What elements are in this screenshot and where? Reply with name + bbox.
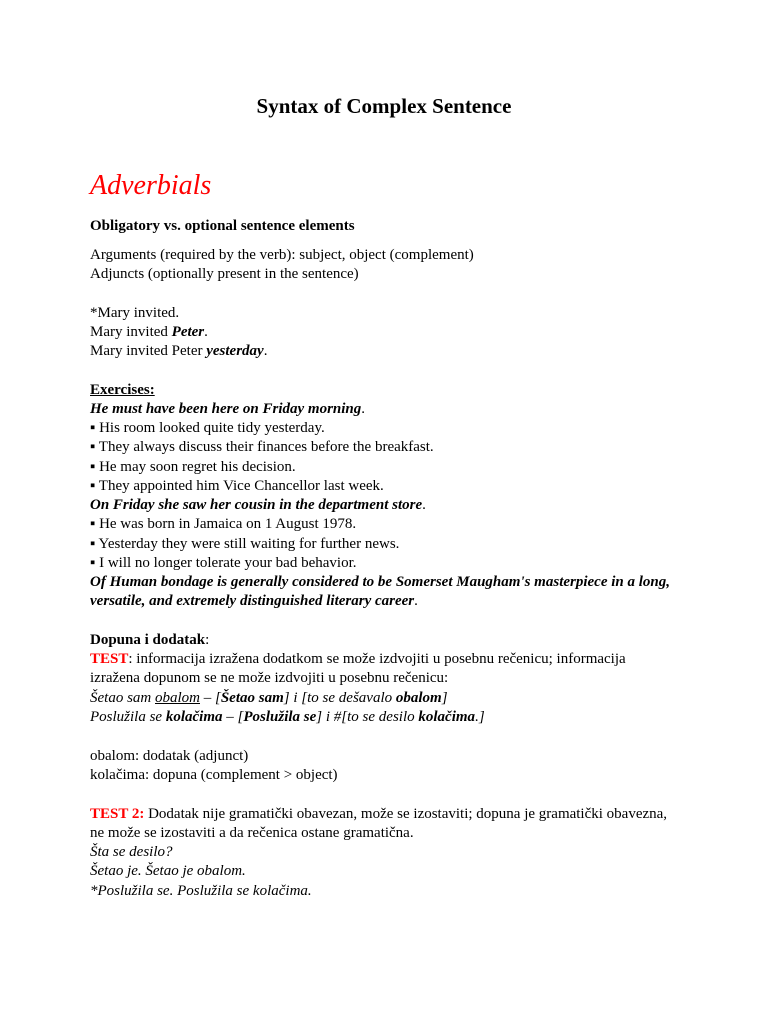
exercise-group-3-line-2 [90,592,418,611]
sta-line: Šta se desilo? [90,844,173,860]
section-heading: Adverbials [90,170,212,201]
adjuncts-line: Adjuncts (optionally present in the sentence) [90,266,359,282]
list-item: ▪ He was born in Jamaica on 1 August 1978. [90,516,357,532]
test2-line-2: ne može se izostaviti a da rečenica ostane gramatična. [90,825,414,841]
list-item: ▪ I will no longer tolerate your bad behavior. [90,555,357,571]
arguments-line: Arguments (required by the verb): subject, object (complement) [90,247,474,263]
period: . [414,593,418,609]
example-text: Šetao sam [90,690,155,706]
example-text: ] [441,690,448,706]
period: . [361,401,366,417]
setao-example [90,689,448,708]
exercise-group-1-head [90,400,365,419]
kolacima-line: kolačima: dopuna (complement > object) [90,767,338,783]
list-item: ▪ Yesterday they were still waiting for further news. [90,536,400,552]
example-line-3 [90,342,267,361]
test-line-2: izražena dopunom se ne može izdvojiti u posebnu rečenicu: [90,670,449,686]
list-item: ▪ They always discuss their finances before the breakfast. [90,439,434,455]
colon: : [205,632,210,648]
dopuna-heading [90,631,209,650]
example-emphasis: Peter [171,324,205,340]
example-bold: Poslužila se [243,709,317,725]
dopuna-label: Dopuna i dodatak [90,632,206,648]
example-bold: kolačima [418,709,476,725]
example-text: Mary invited Peter [90,343,207,359]
list-item: ▪ His room looked quite tidy yesterday. [90,420,325,436]
test2-label: TEST 2: [90,806,145,822]
example-text: ] i #[to se desilo [316,709,419,725]
example-text: .] [475,709,485,725]
example-text: . [263,343,268,359]
example-text: . [204,324,208,340]
example-line-2 [90,323,208,342]
example-text: Mary invited [90,324,172,340]
list-item: ▪ He may soon regret his decision. [90,459,296,475]
example-bold: Šetao sam [220,690,284,706]
example-underlined: obalom [155,690,200,706]
document-title: Syntax of Complex Sentence [256,94,512,118]
exercises-label: Exercises: [90,382,155,398]
test-text: : informacija izražena dodatkom se može izdvojiti u posebnu rečenicu; informacija [128,651,626,667]
exercise-sentence: He must have been here on Friday morning [90,401,362,417]
test2-line-1 [90,805,667,824]
exercise-sentence: On Friday she saw her cousin in the department store [90,497,423,513]
period: . [422,497,426,513]
test-line-1 [90,650,626,669]
example-line-1: *Mary invited. [90,305,180,321]
example-bold: kolačima [165,709,223,725]
test2-text: Dodatak nije gramatički obavezan, može se izostaviti; dopuna je gramatički obavezna, [144,806,668,822]
example-emphasis: yesterday [206,343,264,359]
example-text: – [ [222,709,244,725]
obalom-line: obalom: dodatak (adjunct) [90,748,249,764]
exercise-sentence: versatile, and extremely distinguished literary career [90,593,415,609]
posluzila-line: *Poslužila se. Poslužila se kolačima. [90,883,312,899]
example-text: ] i [to se dešavalo [283,690,396,706]
subheading: Obligatory vs. optional sentence elements [90,218,355,234]
list-item: ▪ They appointed him Vice Chancellor last week. [90,478,384,494]
posluzila-example [90,708,485,727]
test-label: TEST [90,651,129,667]
example-text: Poslužila se [90,709,166,725]
example-bold: obalom [395,690,442,706]
example-text: – [ [200,690,221,706]
exercise-group-2-head [90,496,426,515]
exercise-group-3-line-1: Of Human bondage is generally considered to be Somerset Maugham's masterpiece in a long, [90,574,671,590]
setao-je-line: Šetao je. Šetao je obalom. [90,863,246,879]
